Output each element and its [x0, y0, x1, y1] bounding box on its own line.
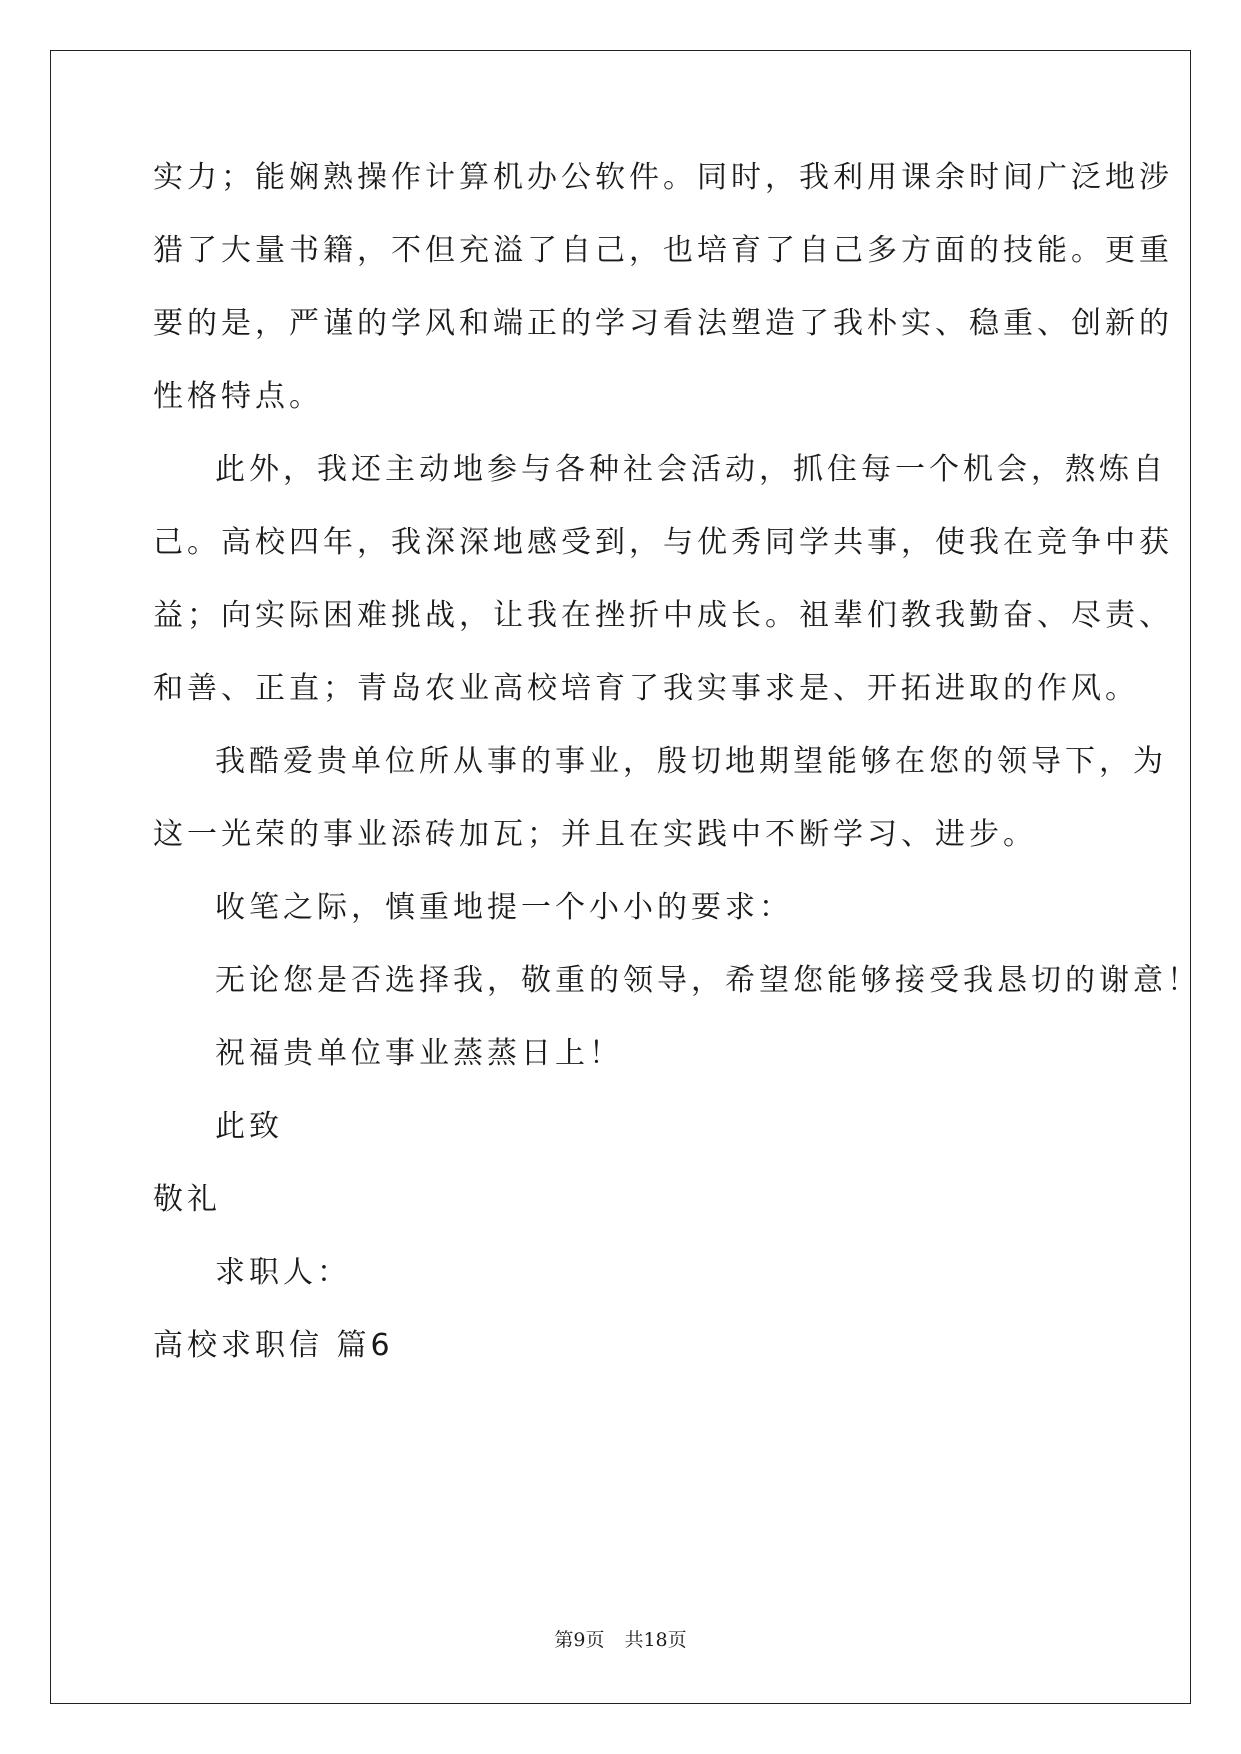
body-line: 和善、正直；青岛农业高校培育了我实事求是、开拓进取的作风。 — [153, 671, 1139, 706]
body-line: 这一光荣的事业添砖加瓦；并且在实践中不断学习、进步。 — [153, 817, 1037, 852]
body-line: 此外，我还主动地参与各种社会活动，抓住每一个机会，熬炼自 — [215, 452, 1167, 487]
body-line: 猎了大量书籍，不但充溢了自己，也培育了自己多方面的技能。更重 — [153, 233, 1173, 268]
page-total: 共18页 — [624, 1629, 687, 1651]
page-footer — [0, 1629, 1241, 1651]
body-line: 收笔之际，慎重地提一个小小的要求： — [215, 890, 793, 925]
signature-label: 求职人： — [215, 1255, 351, 1290]
section-heading: 高校求职信 篇6 — [153, 1328, 394, 1363]
body-line: 性格特点。 — [153, 379, 323, 414]
body-line: 要的是，严谨的学风和端正的学习看法塑造了我朴实、稳重、创新的 — [153, 306, 1173, 341]
document-body — [153, 158, 1201, 1399]
body-line: 我酷爱贵单位所从事的事业，殷切地期望能够在您的领导下，为 — [215, 744, 1167, 779]
body-line: 无论您是否选择我，敬重的领导，希望您能够接受我恳切的谢意！ — [215, 963, 1201, 998]
body-line: 实力；能娴熟操作计算机办公软件。同时，我利用课余时间广泛地涉 — [153, 160, 1173, 195]
page-number: 第9页 — [554, 1629, 605, 1651]
body-line: 己。高校四年，我深深地感受到，与优秀同学共事，使我在竞争中获 — [153, 525, 1173, 560]
body-line: 益；向实际困难挑战，让我在挫折中成长。祖辈们教我勤奋、尽责、 — [153, 598, 1173, 633]
closing-salutation: 此致 — [215, 1109, 283, 1144]
closing-regards: 敬礼 — [153, 1182, 221, 1217]
body-line: 祝福贵单位事业蒸蒸日上！ — [215, 1036, 623, 1071]
